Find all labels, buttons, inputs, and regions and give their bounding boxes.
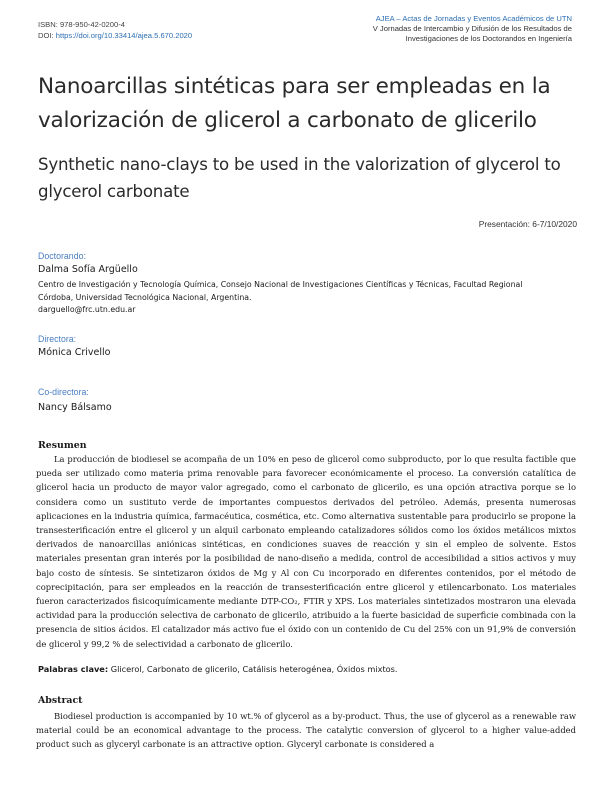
doi-line (38, 31, 192, 42)
codirectora-name: Nancy Bálsamo (38, 402, 112, 413)
codirectora-role: Co-directora: (38, 387, 89, 397)
header-right (272, 14, 572, 44)
directora-name: Mónica Crivello (38, 347, 111, 358)
doi-link[interactable]: https://doi.org/10.33414/ajea.5.670.2020 (55, 30, 193, 40)
abstract-heading: Abstract (38, 695, 83, 706)
isbn-text: ISBN: 978-950-42-0200-4 (38, 20, 125, 29)
affiliation-line-2: Córdoba, Universidad Tecnológica Nacional, Argentina. (38, 292, 252, 302)
resumen-body: La producción de biodiesel se acompaña de un 10% en peso de glicerol como subproducto, por lo que resulta factible que pueda ser utilizado como materia prima renovable para favorecer económicamente el proceso. La conversión catalítica de glicerol hacia un producto de mayor valor agregado, como el carbonato de glicerilo, es una opción atractiva porque se lo considera como un sustituto verde de importantes compuestos derivados del petróleo. Además, presenta numerosas aplicaciones en la industria química, farmacéutica, cosmética, etc. Como alternativa sustentable para producirlo se propone la transesterificación entre el glicerol y un alquil carbonato empleando catalizadores sólidos como los óxidos metálicos mixtos derivados de nanoarcillas aniónicas sintéticas, en condiciones suaves de reacción y sin el empleo de solvente. Estos materiales presentan gran interés por la posibilidad de nano-diseño a medida, control de accesibilidad a sitios activos y muy bajo costo de síntesis. Se sintetizaron óxidos de Mg y Al con Cu incorporado en diferentes contenidos, por el método de coprecipitación, para ser empleados en la reacción de transesterificación entre glicerol y etilencarbonato. Los materiales fueron caracterizados fisicoquímicamente mediante DTP-CO₂, FTIR y XPS. Los materiales sintetizados mostraron una elevada actividad para la producción selectiva de carbonato de glicerilo, atribuido a la fuerte basicidad de superficie combinada con la presencia de sitios ácidos. El catalizador más activo fue el óxido con un contenido de Cu del 25% con un 91,9% de conversión de glicerol y 99,2 % de selectividad a carbonato de glicerilo. (36, 454, 576, 649)
keywords-text: Glicerol, Carbonato de glicerilo, Catálisis heterogénea, Óxidos mixtos. (108, 664, 398, 674)
resumen-heading: Resumen (38, 440, 87, 451)
event-line-2: Investigaciones de los Doctorandos en Ingeniería (405, 34, 572, 43)
doctorando-affiliation (38, 279, 578, 317)
affiliation-line-1: Centro de Investigación y Tecnología Química, Consejo Nacional de Investigaciones Científicas y Técnicas, Facultad Regional (38, 280, 523, 289)
doctorando-role: Doctorando: (38, 251, 86, 261)
doctorando-email[interactable]: darguello@frc.utn.edu.ar (38, 305, 136, 314)
abstract-body: Biodiesel production is accompanied by 10 wt.% of glycerol as a by-product. Thus, the use of glycerol as a renewable raw material could be an economical advantage to the process. The catalytic conversion of glycerol to a higher value-added product such as glyceryl carbonate is an attractive option. Glyceryl carbonate is considered a (36, 711, 576, 750)
doi-prefix: DOI: (38, 30, 56, 40)
doctorando-name: Dalma Sofía Argüello (38, 264, 138, 275)
header-left (38, 20, 192, 41)
event-line-1: V Jornadas de Intercambio y Difusión de los Resultados de (372, 24, 572, 33)
journal-name: AJEA – Actas de Jornadas y Eventos Académicos de UTN (375, 14, 572, 23)
title-spanish: Nanoarcillas sintéticas para ser empleadas en la valorización de glicerol a carbonato de glicerilo (38, 74, 551, 133)
keywords-line (38, 664, 398, 674)
title-english: Synthetic nano-clays to be used in the valorization of glycerol to glycerol carbonate (38, 155, 561, 201)
presentation-date: Presentación: 6-7/10/2020 (478, 219, 577, 229)
directora-role: Directora: (38, 334, 77, 344)
keywords-label: Palabras clave: (38, 664, 109, 674)
